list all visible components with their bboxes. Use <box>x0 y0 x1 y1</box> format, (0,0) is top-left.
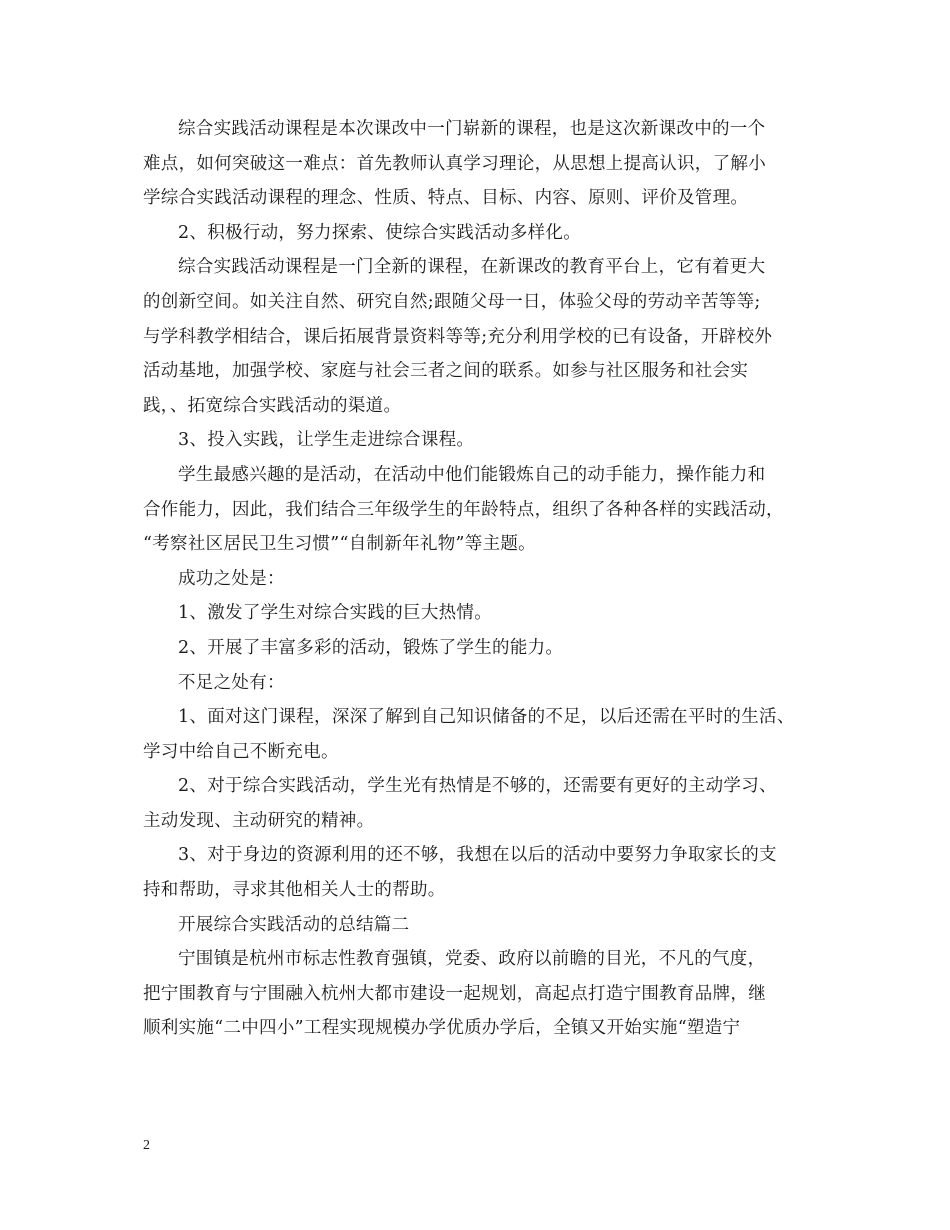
text-line: 合作能力，因此，我们结合三年级学生的年龄特点，组织了各种各样的实践活动， <box>143 499 784 520</box>
text-line: 把宁围教育与宁围融入杭州大都市建设一起规划，高起点打造宁围教育品牌，继 <box>143 983 766 1004</box>
text-line: 3、对于身边的资源利用的还不够，我想在以后的活动中要努力争取家长的支 <box>178 845 777 866</box>
text-line: 学生最感兴趣的是活动，在活动中他们能锻炼自己的动手能力，操作能力和 <box>178 464 766 485</box>
text-line: 践，、拓宽综合实践活动的渠道。 <box>143 395 402 416</box>
text-line: 活动基地，加强学校、家庭与社会三者之间的联系。如参与社区服务和社会实 <box>143 361 749 382</box>
text-line: 学习中给自己不断充电。 <box>143 741 339 762</box>
text-line: 开展综合实践活动的总结篇二 <box>178 914 410 935</box>
text-line: 的创新空间。如关注自然、研究自然;跟随父母一日，体验父母的劳动辛苦等等; <box>143 291 761 312</box>
text-line: 持和帮助，寻求其他相关人士的帮助。 <box>143 880 446 901</box>
page-number: 2 <box>143 1138 150 1153</box>
document-body <box>143 112 823 1046</box>
text-line: 3、投入实践，让学生走进综合课程。 <box>178 430 475 451</box>
text-line: 成功之处是： <box>178 568 285 589</box>
text-line: 宁围镇是杭州市标志性教育强镇，党委、政府以前瞻的目光，不凡的气度， <box>178 949 766 970</box>
text-line: 综合实践活动课程是本次课改中一门崭新的课程，也是这次新课改中的一个 <box>178 119 766 139</box>
text-line: 与学科教学相结合，课后拓展背景资料等等;充分利用学校的已有设备，开辟校外 <box>143 326 773 347</box>
text-line: 2、积极行动，努力探索、使综合实践活动多样化。 <box>178 222 582 243</box>
text-line: 1、激发了学生对综合实践的巨大热情。 <box>178 603 493 624</box>
text-line: 1、面对这门课程，深深了解到自己知识储备的不足，以后还需在平时的生活、 <box>178 707 795 728</box>
text-line: 顺利实施“二中四小”工程实现规模办学优质办学后，全镇又开始实施“塑造宁 <box>143 1018 741 1039</box>
text-line: 不足之处有： <box>178 672 285 693</box>
text-line: “考察社区居民卫生习惯”“自制新年礼物”等主题。 <box>143 534 536 555</box>
text-line: 综合实践活动课程是一门全新的课程，在新课改的教育平台上，它有着更大 <box>178 257 766 278</box>
text-line: 难点，如何突破这一难点：首先教师认真学习理论，从思想上提高认识，了解小 <box>143 153 766 174</box>
text-line: 主动发现、主动研究的精神。 <box>143 810 375 831</box>
text-line: 学综合实践活动课程的理念、性质、特点、目标、内容、原则、评价及管理。 <box>143 188 749 209</box>
text-line: 2、对于综合实践活动，学生光有热情是不够的，还需要有更好的主动学习、 <box>178 776 777 797</box>
text-line: 2、开展了丰富多彩的活动，锻炼了学生的能力。 <box>178 637 564 658</box>
